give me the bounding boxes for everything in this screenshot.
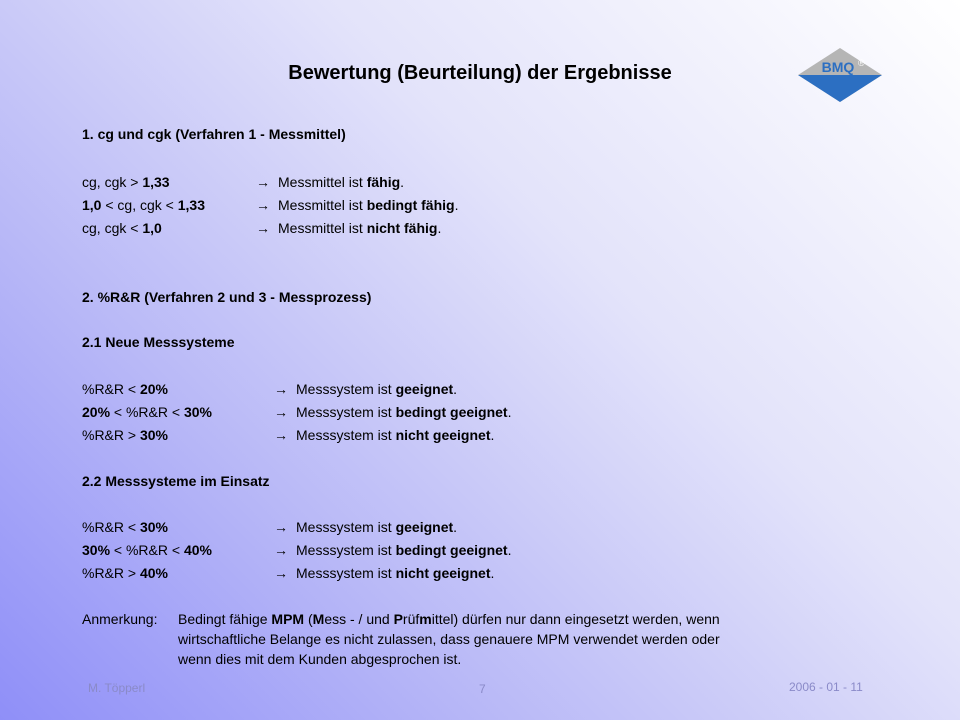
arrow-right-icon: → [256,174,270,190]
note-line-2: wirtschaftliche Belange es nicht zulassen, dass genauere MPM verwendet werden oder [178,631,720,647]
s22-row3-result: → Messsystem ist nicht geeignet. [274,565,495,581]
note-line-1: Bedingt fähige MPM (Mess - / und Prüfmittel) dürfen nur dann eingesetzt werden, wenn [178,611,720,627]
logo-text: BMQ [821,59,855,75]
note-line-3: wenn dies mit dem Kunden abgesprochen ist. [178,651,462,667]
arrow-right-icon: → [274,542,288,558]
s1-row1-condition: cg, cgk > 1,33 [82,174,170,190]
s22-row3-condition: %R&R > 40% [82,565,168,581]
s1-row1-result: → Messmittel ist fähig. [256,174,405,190]
s22-row2-condition: 30% < %R&R < 40% [82,542,212,558]
s21-row3-condition: %R&R > 30% [82,427,168,443]
s21-row2-condition: 20% < %R&R < 30% [82,404,212,420]
arrow-right-icon: → [256,197,270,213]
s22-row2-result: → Messsystem ist bedingt geeignet. [274,542,512,558]
s21-row1-condition: %R&R < 20% [82,381,168,397]
s22-row1-result: → Messsystem ist geeignet. [274,519,458,535]
s21-row3-result: → Messsystem ist nicht geeignet. [274,427,495,443]
arrow-right-icon: → [256,220,270,236]
footer-page-number: 7 [479,682,486,696]
s1-row3-result: → Messmittel ist nicht fähig. [256,220,442,236]
section2-1-heading: 2.1 Neue Messsysteme [82,334,235,350]
s1-row2-condition: 1,0 < cg, cgk < 1,33 [82,197,205,213]
section1-heading: 1. cg und cgk (Verfahren 1 - Messmittel) [82,126,346,142]
s22-row1-condition: %R&R < 30% [82,519,168,535]
arrow-right-icon: → [274,427,288,443]
arrow-right-icon: → [274,381,288,397]
footer-author: M. Töpperl [88,681,146,695]
note-label: Anmerkung: [82,611,158,627]
s1-row2-result: → Messmittel ist bedingt fähig. [256,197,459,213]
s1-row3-condition: cg, cgk < 1,0 [82,220,162,236]
section2-heading: 2. %R&R (Verfahren 2 und 3 - Messprozess) [82,289,372,305]
arrow-right-icon: → [274,519,288,535]
section2-2-heading: 2.2 Messsysteme im Einsatz [82,473,270,489]
arrow-right-icon: → [274,404,288,420]
logo-registered-mark: ® [858,58,865,68]
bmq-logo [798,48,882,102]
arrow-right-icon: → [274,565,288,581]
s21-row2-result: → Messsystem ist bedingt geeignet. [274,404,512,420]
footer-date: 2006 - 01 - 11 [789,680,863,694]
page-title: Bewertung (Beurteilung) der Ergebnisse [288,62,672,84]
s21-row1-result: → Messsystem ist geeignet. [274,381,458,397]
